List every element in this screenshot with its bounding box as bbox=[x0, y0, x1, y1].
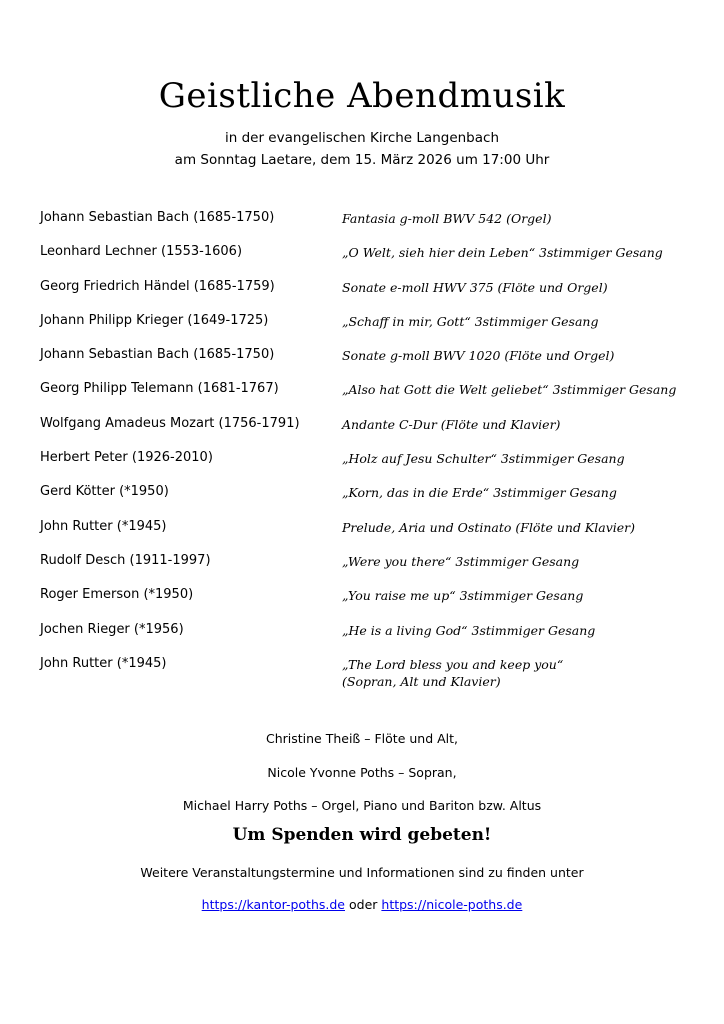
program-row bbox=[40, 553, 700, 587]
composer: Rudolf Desch (1911-1997) bbox=[40, 552, 211, 568]
work: „He is a living God“ 3stimmiger Gesang bbox=[342, 622, 596, 638]
composer: Gerd Kötter (*1950) bbox=[40, 484, 169, 500]
venue-line: in der evangelischen Kirche Langenbach bbox=[224, 130, 499, 146]
performer-line: Michael Harry Poths – Orgel, Piano und Bariton bzw. Altus bbox=[182, 798, 542, 813]
program-row bbox=[40, 622, 700, 656]
composer: Herbert Peter (1926-2010) bbox=[40, 450, 213, 466]
kantor-link[interactable]: https://kantor-poths.de bbox=[201, 897, 345, 912]
program-row bbox=[40, 450, 700, 484]
performer-line: Nicole Yvonne Poths – Sopran, bbox=[267, 765, 457, 780]
donation-note: Um Spenden wird gebeten! bbox=[232, 825, 492, 845]
program-row bbox=[40, 587, 700, 621]
work: „O Welt, sieh hier dein Leben“ 3stimmiger Gesang bbox=[342, 245, 663, 261]
program-row bbox=[40, 244, 700, 278]
composer: John Rutter (*1945) bbox=[40, 655, 167, 671]
composer: John Rutter (*1945) bbox=[40, 518, 167, 534]
work: Prelude, Aria und Ostinato (Flöte und Klavier) bbox=[342, 519, 636, 535]
date-line: am Sonntag Laetare, dem 15. März 2026 um 17:00 Uhr bbox=[174, 152, 550, 168]
program-row bbox=[40, 484, 700, 518]
info-text: Weitere Veranstaltungstermine und Informationen sind zu finden unter bbox=[140, 865, 584, 880]
work: Fantasia g-moll BWV 542 (Orgel) bbox=[342, 211, 552, 226]
work: „Schaff in mir, Gott“ 3stimmiger Gesang bbox=[342, 313, 599, 329]
work: „Holz auf Jesu Schulter“ 3stimmiger Gesang bbox=[342, 451, 625, 467]
work: Sonate g-moll BWV 1020 (Flöte und Orgel) bbox=[342, 348, 615, 364]
composer: Leonhard Lechner (1553-1606) bbox=[40, 244, 243, 260]
composer: Roger Emerson (*1950) bbox=[40, 587, 194, 603]
composer: Johann Sebastian Bach (1685-1750) bbox=[40, 210, 275, 225]
nicole-link[interactable]: https://nicole-poths.de bbox=[381, 897, 523, 912]
work-block bbox=[342, 656, 563, 690]
link-separator: oder bbox=[348, 897, 378, 912]
work: Sonate e-moll HWV 375 (Flöte und Orgel) bbox=[342, 279, 608, 295]
program-row bbox=[40, 416, 700, 450]
program-row bbox=[40, 656, 700, 690]
composer: Wolfgang Amadeus Mozart (1756-1791) bbox=[40, 415, 300, 431]
work: Andante C-Dur (Flöte und Klavier) bbox=[342, 416, 561, 432]
page-title: Geistliche Abendmusik bbox=[158, 76, 566, 116]
composer: Georg Philipp Telemann (1681-1767) bbox=[40, 381, 279, 397]
work: „The Lord bless you and keep you“ bbox=[342, 656, 564, 672]
work: „You raise me up“ 3stimmiger Gesang bbox=[342, 588, 584, 604]
work: „Were you there“ 3stimmiger Gesang bbox=[342, 553, 580, 569]
program-row bbox=[40, 210, 700, 244]
composer: Georg Friedrich Händel (1685-1759) bbox=[40, 278, 275, 294]
program-list bbox=[40, 210, 700, 690]
work: „Also hat Gott die Welt geliebet“ 3stimmiger Gesang bbox=[342, 382, 677, 398]
program-row bbox=[40, 381, 700, 415]
composer: Jochen Rieger (*1956) bbox=[40, 621, 184, 637]
program-row bbox=[40, 347, 700, 381]
performer-line: Christine Theiß – Flöte und Alt, bbox=[265, 731, 459, 746]
composer: Johann Sebastian Bach (1685-1750) bbox=[40, 347, 275, 363]
program-row bbox=[40, 313, 700, 347]
composer: Johann Philipp Krieger (1649-1725) bbox=[40, 312, 269, 328]
program-row bbox=[40, 519, 700, 553]
work: „Korn, das in die Erde“ 3stimmiger Gesang bbox=[342, 485, 617, 501]
program-row bbox=[40, 279, 700, 313]
work-note: (Sopran, Alt und Klavier) bbox=[342, 673, 501, 689]
links-line bbox=[0, 897, 724, 912]
